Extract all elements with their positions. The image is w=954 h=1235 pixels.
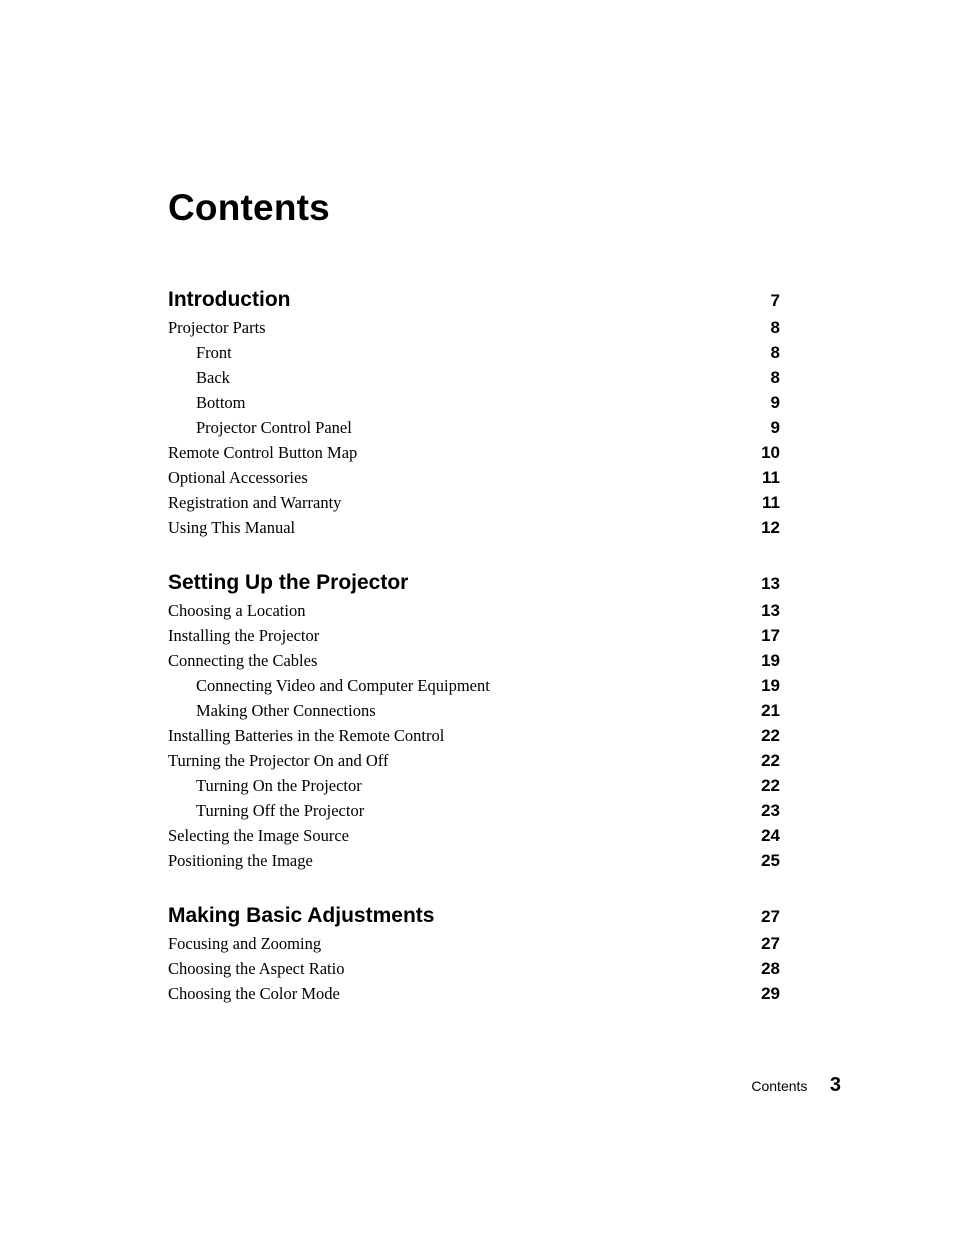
entry-page-number: 22 [761, 726, 780, 745]
toc-entry[interactable] [168, 931, 780, 956]
entry-title: Using This Manual [168, 518, 296, 537]
entry-title: Registration and Warranty [168, 493, 342, 512]
entry-title: Bottom [196, 393, 246, 412]
toc-entry[interactable] [168, 698, 780, 723]
table-of-contents [168, 286, 780, 1035]
toc-section [168, 902, 780, 1006]
toc-entry[interactable] [168, 315, 780, 340]
toc-entry[interactable] [168, 773, 780, 798]
entry-page-number: 12 [761, 518, 780, 537]
section-page-number: 13 [761, 574, 780, 593]
entry-page-number: 21 [761, 701, 780, 720]
entry-page-number: 24 [761, 826, 780, 845]
toc-entry[interactable] [168, 848, 780, 873]
entry-page-number: 8 [770, 343, 780, 362]
entry-page-number: 25 [761, 851, 780, 870]
entry-title: Optional Accessories [168, 468, 308, 487]
entry-page-number: 29 [761, 984, 780, 1003]
entry-title: Remote Control Button Map [168, 443, 358, 462]
entry-page-number: 13 [761, 601, 780, 620]
toc-entry[interactable] [168, 823, 780, 848]
entry-page-number: 28 [761, 959, 780, 978]
toc-entry[interactable] [168, 798, 780, 823]
toc-entry[interactable] [168, 981, 780, 1006]
page-footer [751, 1074, 841, 1097]
entry-title: Positioning the Image [168, 851, 313, 870]
entry-title: Selecting the Image Source [168, 826, 349, 845]
entry-page-number: 10 [761, 443, 780, 462]
toc-entry[interactable] [168, 648, 780, 673]
section-title: Setting Up the Projector [168, 571, 409, 594]
toc-entry[interactable] [168, 440, 780, 465]
toc-entry[interactable] [168, 365, 780, 390]
entry-page-number: 22 [761, 751, 780, 770]
toc-entry[interactable] [168, 340, 780, 365]
toc-entry[interactable] [168, 490, 780, 515]
entry-title: Connecting Video and Computer Equipment [196, 676, 490, 695]
entry-page-number: 23 [761, 801, 780, 820]
toc-entry[interactable] [168, 673, 780, 698]
entry-title: Turning the Projector On and Off [168, 751, 389, 770]
toc-entry[interactable] [168, 515, 780, 540]
section-header[interactable] [168, 286, 780, 315]
toc-entry[interactable] [168, 956, 780, 981]
toc-entry[interactable] [168, 748, 780, 773]
entry-page-number: 8 [770, 318, 780, 337]
entry-title: Making Other Connections [196, 701, 376, 720]
toc-section [168, 286, 780, 540]
entry-title: Turning On the Projector [196, 776, 362, 795]
toc-entry[interactable] [168, 598, 780, 623]
section-page-number: 7 [770, 291, 780, 310]
entry-title: Choosing the Color Mode [168, 984, 340, 1003]
footer-label: Contents [751, 1078, 808, 1094]
entry-title: Choosing the Aspect Ratio [168, 959, 345, 978]
entry-page-number: 11 [762, 493, 780, 512]
entry-title: Installing Batteries in the Remote Control [168, 726, 445, 745]
toc-section [168, 569, 780, 873]
entry-page-number: 17 [761, 626, 780, 645]
entry-title: Focusing and Zooming [168, 934, 322, 953]
section-title: Introduction [168, 288, 291, 311]
entry-page-number: 11 [762, 468, 780, 487]
entry-title: Connecting the Cables [168, 651, 318, 670]
toc-entry[interactable] [168, 623, 780, 648]
entry-page-number: 22 [761, 776, 780, 795]
section-header[interactable] [168, 569, 780, 598]
page-title: Contents [168, 187, 330, 228]
toc-entry[interactable] [168, 415, 780, 440]
entry-page-number: 19 [761, 651, 780, 670]
toc-entry[interactable] [168, 390, 780, 415]
entry-title: Front [196, 343, 232, 362]
toc-entry[interactable] [168, 465, 780, 490]
entry-page-number: 8 [770, 368, 780, 387]
entry-title: Projector Control Panel [196, 418, 352, 437]
entry-page-number: 9 [770, 393, 780, 412]
entry-title: Back [196, 368, 230, 387]
toc-entry[interactable] [168, 723, 780, 748]
entry-title: Installing the Projector [168, 626, 320, 645]
entry-page-number: 19 [761, 676, 780, 695]
section-title: Making Basic Adjustments [168, 904, 435, 927]
entry-title: Choosing a Location [168, 601, 306, 620]
footer-page-number: 3 [829, 1074, 841, 1096]
entry-page-number: 27 [761, 934, 780, 953]
section-page-number: 27 [761, 907, 780, 926]
section-header[interactable] [168, 902, 780, 931]
entry-title: Projector Parts [168, 318, 266, 337]
entry-page-number: 9 [770, 418, 780, 437]
entry-title: Turning Off the Projector [196, 801, 365, 820]
